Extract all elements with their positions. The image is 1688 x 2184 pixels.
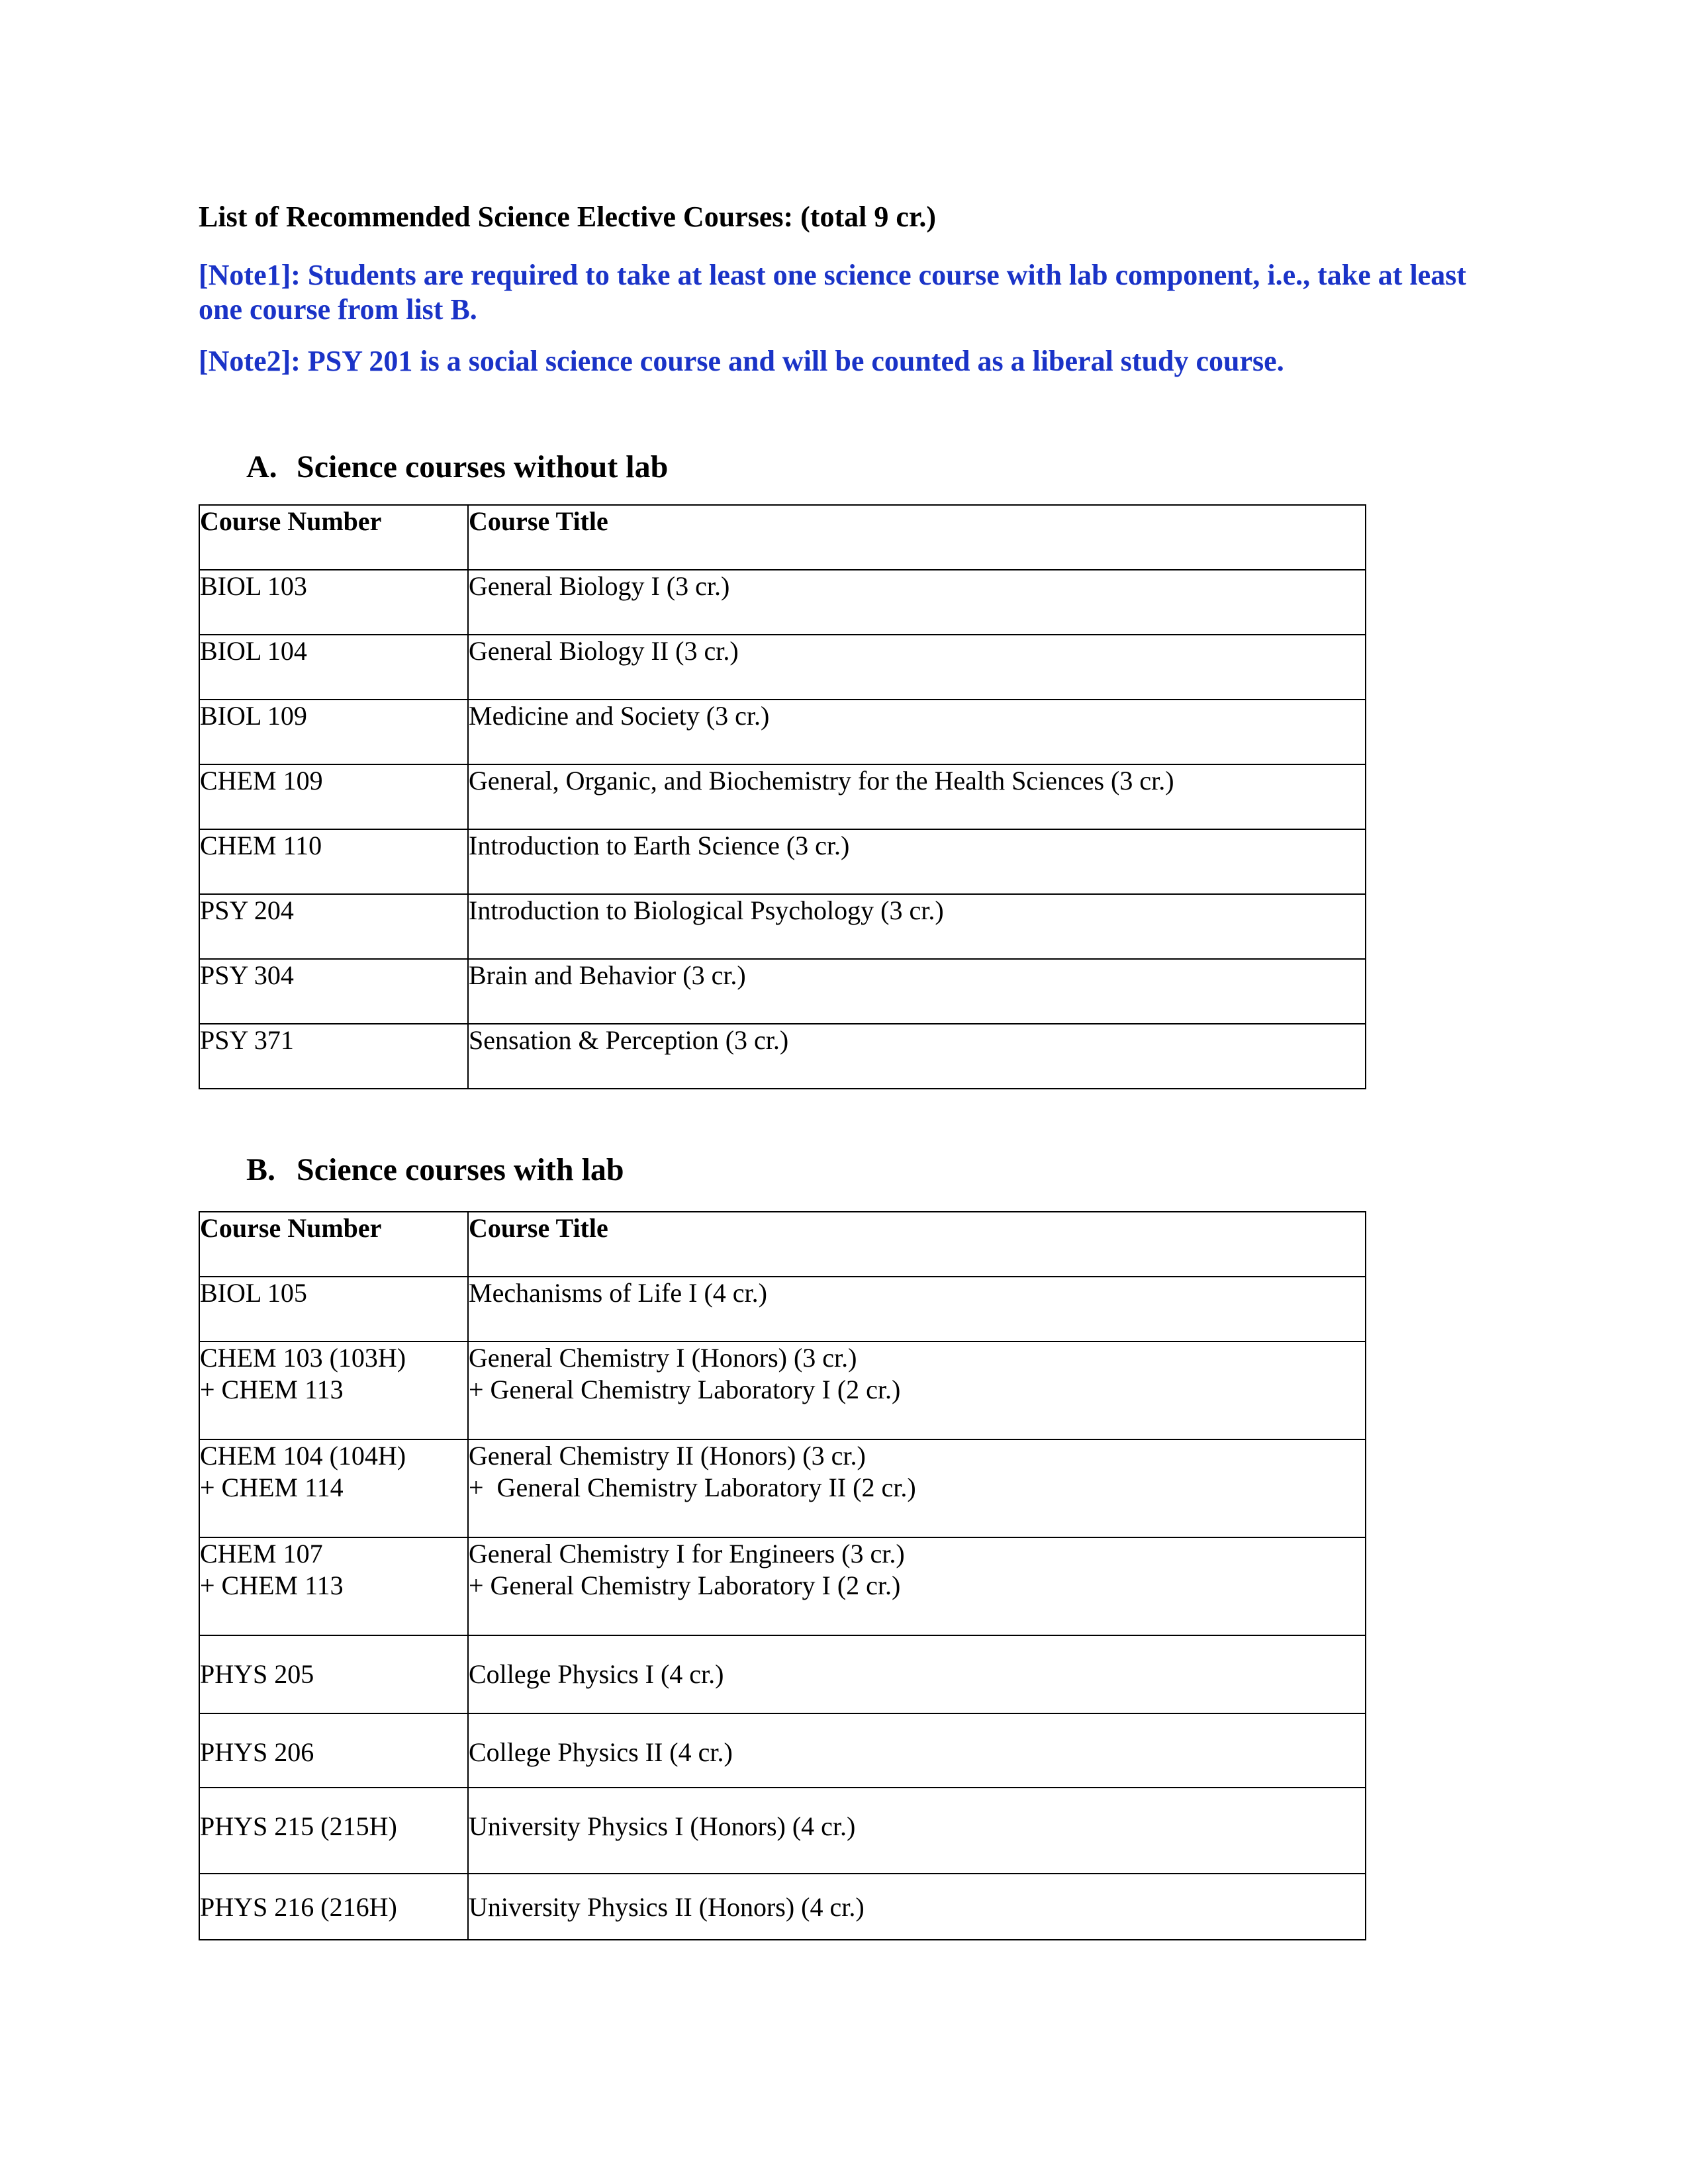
course-title-line: General Chemistry I (Honors) (3 cr.)	[469, 1343, 857, 1373]
course-title	[468, 1874, 1366, 1940]
table-header-row	[199, 505, 1366, 570]
section-b-heading-text: Science courses with lab	[297, 1152, 624, 1187]
course-number-line: PHYS 205	[200, 1659, 314, 1689]
table-with-lab	[199, 1211, 1366, 1940]
table-row	[199, 1277, 1366, 1342]
course-title-line: Mechanisms of Life I (4 cr.)	[469, 1278, 767, 1308]
course-number: BIOL 109	[199, 700, 468, 764]
table-row	[199, 894, 1366, 959]
course-number-line: BIOL 105	[200, 1278, 307, 1308]
course-number-line: CHEM 104 (104H)	[200, 1441, 406, 1471]
section-b-heading	[246, 1150, 624, 1190]
course-number: CHEM 110	[199, 829, 468, 894]
course-number-line: + CHEM 114	[200, 1473, 344, 1502]
course-title-line: College Physics II (4 cr.)	[469, 1737, 733, 1767]
course-title	[468, 1277, 1366, 1342]
course-title	[468, 1342, 1366, 1439]
table-row	[199, 1713, 1366, 1788]
course-title	[468, 1713, 1366, 1788]
course-number	[199, 1788, 468, 1874]
course-number-line: PHYS 206	[200, 1737, 314, 1767]
course-number	[199, 1635, 468, 1713]
table-row	[199, 635, 1366, 700]
course-number	[199, 1537, 468, 1635]
table-row	[199, 700, 1366, 764]
header-course-title: Course Title	[468, 505, 1366, 570]
course-number	[199, 1342, 468, 1439]
note-2: [Note2]: PSY 201 is a social science course and will be counted as a liberal study course.	[199, 345, 1284, 377]
course-number	[199, 1439, 468, 1537]
header-course-title: Course Title	[468, 1212, 1366, 1277]
course-number	[199, 1874, 468, 1940]
course-title-line: + General Chemistry Laboratory I (2 cr.)	[469, 1570, 901, 1600]
course-title: General Biology I (3 cr.)	[468, 570, 1366, 635]
course-number: CHEM 109	[199, 764, 468, 829]
course-title: Introduction to Earth Science (3 cr.)	[468, 829, 1366, 894]
course-title-line: + General Chemistry Laboratory I (2 cr.)	[469, 1375, 901, 1404]
course-title	[468, 1537, 1366, 1635]
course-number: BIOL 103	[199, 570, 468, 635]
table-row	[199, 1788, 1366, 1874]
course-title	[468, 1788, 1366, 1874]
course-number-line: PHYS 215 (215H)	[200, 1811, 397, 1841]
section-a-heading	[246, 447, 668, 487]
section-a-heading-text: Science courses without lab	[297, 449, 669, 484]
course-title: General Biology II (3 cr.)	[468, 635, 1366, 700]
course-number	[199, 1713, 468, 1788]
course-number-line: + CHEM 113	[200, 1570, 344, 1600]
table-row	[199, 764, 1366, 829]
course-number-line: + CHEM 113	[200, 1375, 344, 1404]
header-course-number: Course Number	[199, 1212, 468, 1277]
course-number: PSY 371	[199, 1024, 468, 1089]
table-row	[199, 1537, 1366, 1635]
table-row	[199, 829, 1366, 894]
course-number: PSY 204	[199, 894, 468, 959]
section-b-letter: B.	[246, 1152, 276, 1187]
page-title: List of Recommended Science Elective Courses: (total 9 cr.)	[199, 201, 936, 233]
table-row	[199, 570, 1366, 635]
course-title: Medicine and Society (3 cr.)	[468, 700, 1366, 764]
course-title: Introduction to Biological Psychology (3 cr.)	[468, 894, 1366, 959]
course-number: PSY 304	[199, 959, 468, 1024]
course-number: BIOL 104	[199, 635, 468, 700]
section-a-letter: A.	[246, 449, 277, 484]
course-number-line: PHYS 216 (216H)	[200, 1892, 397, 1922]
course-title-line: College Physics I (4 cr.)	[469, 1659, 724, 1689]
course-title: Brain and Behavior (3 cr.)	[468, 959, 1366, 1024]
header-course-number: Course Number	[199, 505, 468, 570]
note-1: [Note1]: Students are required to take at least one science course with lab component, i.e., take at least one course from list B.	[199, 259, 1466, 326]
course-number	[199, 1277, 468, 1342]
table-without-lab	[199, 504, 1366, 1089]
course-title-line: University Physics I (Honors) (4 cr.)	[469, 1811, 856, 1841]
table-row	[199, 1874, 1366, 1940]
table-row	[199, 1635, 1366, 1713]
table-row	[199, 1439, 1366, 1537]
course-title	[468, 1439, 1366, 1537]
course-title-line: University Physics II (Honors) (4 cr.)	[469, 1892, 865, 1922]
course-title: General, Organic, and Biochemistry for the Health Sciences (3 cr.)	[468, 764, 1366, 829]
course-title-line: General Chemistry II (Honors) (3 cr.)	[469, 1441, 866, 1471]
table-row	[199, 1342, 1366, 1439]
course-title-line: General Chemistry I for Engineers (3 cr.)	[469, 1539, 905, 1569]
course-title	[468, 1635, 1366, 1713]
table-row	[199, 1024, 1366, 1089]
course-number-line: CHEM 107	[200, 1539, 323, 1569]
course-title-line: + General Chemistry Laboratory II (2 cr.)	[469, 1473, 916, 1502]
table-header-row	[199, 1212, 1366, 1277]
table-row	[199, 959, 1366, 1024]
course-number-line: CHEM 103 (103H)	[200, 1343, 406, 1373]
course-title: Sensation & Perception (3 cr.)	[468, 1024, 1366, 1089]
